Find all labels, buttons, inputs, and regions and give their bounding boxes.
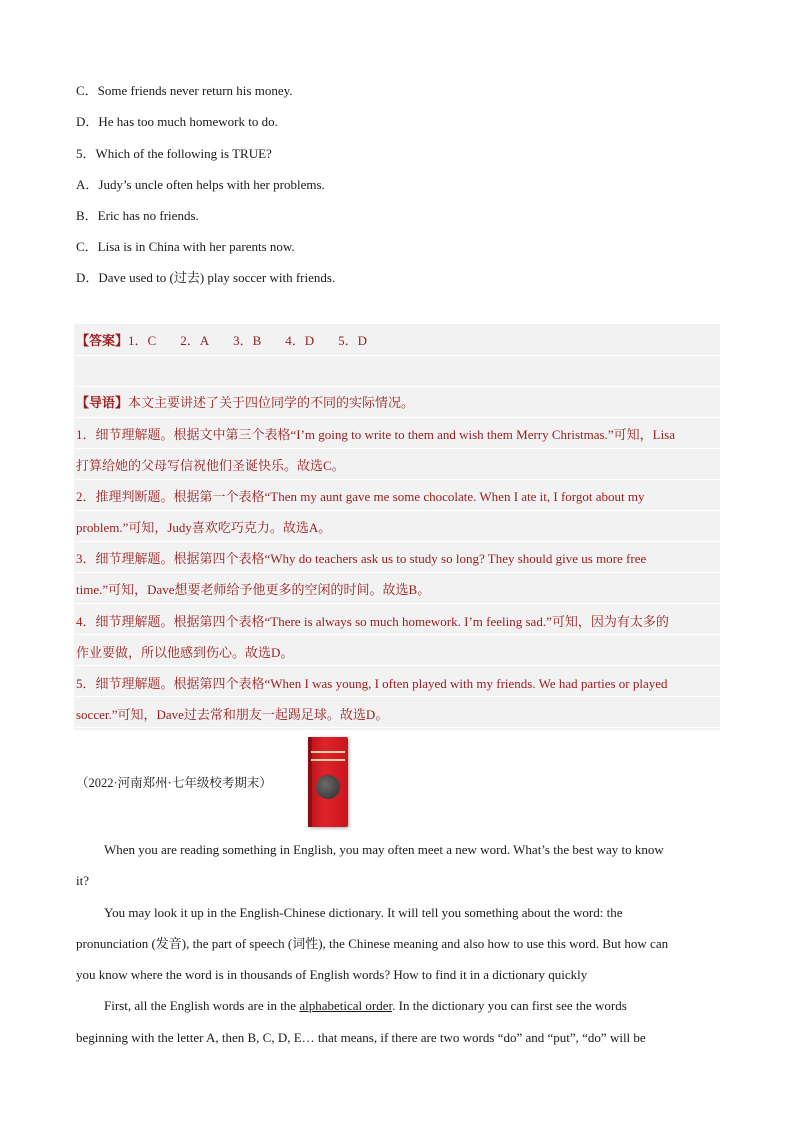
explanation-line: 3．细节理解题。根据第四个表格“Why do teachers ask us to study so long? They should give us more free (76, 551, 647, 566)
underlined-term: alphabetical order (299, 998, 393, 1013)
passage-line: You may look it up in the English-Chinese dictionary. It will tell you something about the word: the (104, 905, 623, 920)
answer-line (76, 331, 367, 351)
passage-text: First, all the English words are in the (104, 998, 300, 1013)
answer-label: 【答案】 (76, 333, 129, 348)
answer-item: 2．A (180, 333, 210, 348)
passage-line (104, 996, 627, 1016)
guide-intro: 本文主要讲述了关于四位同学的不同的实际情况。 (128, 395, 415, 410)
explanation-line: 打算给她的父母写信祝他们圣诞快乐。故选C。 (76, 458, 345, 473)
passage-line: you know where the word is in thousands of English words? How to find it in a dictionary quickly (76, 967, 588, 982)
option-5a: A．Judy’s uncle often helps with her problems. (76, 177, 325, 192)
guide-intro-line (76, 393, 414, 413)
option-5d: D．Dave used to (过去) play soccer with friends. (76, 270, 336, 285)
option-5c: C．Lisa is in China with her parents now. (76, 239, 295, 254)
explanation-line: 2．推理判断题。根据第一个表格“Then my aunt gave me some chocolate. When I ate it, I forgot about my (76, 489, 645, 504)
explanation-line: 作业要做，所以他感到伤心。故选D。 (76, 645, 294, 660)
explanation-line: 4．细节理解题。根据第四个表格“There is always so much homework. I’m feeling sad.”可知，因为有太多的 (76, 614, 669, 629)
option-4d: D．He has too much homework to do. (76, 114, 278, 129)
passage-text: . In the dictionary you can first see the words (392, 998, 627, 1013)
globe-icon (316, 775, 340, 799)
source-citation: （2022·河南郑州·七年级校考期末） (76, 776, 272, 790)
answer-item: 5．D (338, 333, 368, 348)
question-5-stem: 5．Which of the following is TRUE? (76, 146, 272, 161)
explanation-line: time.”可知，Dave想要老师给予他更多的空闲的时间。故选B。 (76, 582, 431, 597)
guide-label: 【导语】 (76, 395, 129, 410)
passage-line: pronunciation (发音), the part of speech (词性), the Chinese meaning and also how to use this word. But how can (76, 936, 669, 951)
explanation-line: soccer.”可知，Dave过去常和朋友一起踢足球。故选D。 (76, 707, 389, 722)
explanation-line: 1．细节理解题。根据文中第三个表格“I’m going to write to them and wish them Merry Christmas.”可知，Lisa (76, 427, 676, 442)
explanation-line: problem.”可知，Judy喜欢吃巧克力。故选A。 (76, 520, 332, 535)
option-4c: C．Some friends never return his money. (76, 83, 293, 98)
answer-item: 1．C (128, 333, 157, 348)
answer-item: 3．B (233, 333, 262, 348)
dictionary-book-image (308, 737, 348, 827)
option-5b: B．Eric has no friends. (76, 208, 199, 223)
passage-line: beginning with the letter A, then B, C, D, E… that means, if there are two words “do” and “put”, “do” will be (76, 1030, 646, 1045)
answer-item: 4．D (285, 333, 315, 348)
passage-line: When you are reading something in English, you may often meet a new word. What’s the best way to know (104, 842, 664, 857)
explanation-line: 5．细节理解题。根据第四个表格“When I was young, I often played with my friends. We had parties or played (76, 676, 668, 691)
passage-line: it? (76, 873, 89, 888)
